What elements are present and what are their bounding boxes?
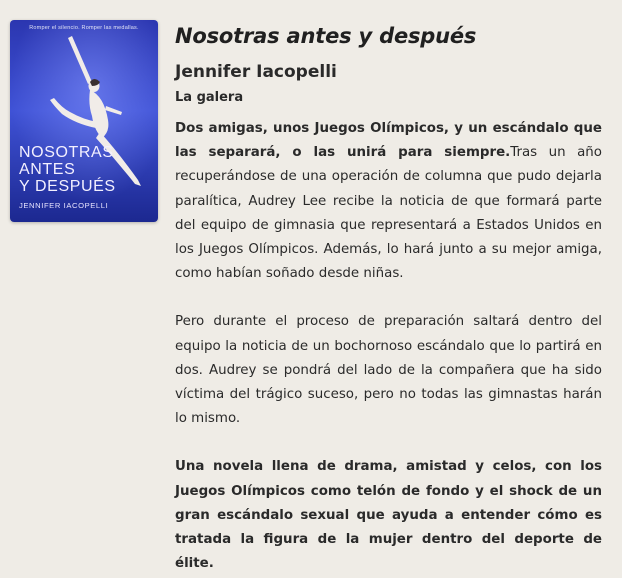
book-description xyxy=(175,117,602,576)
book-info xyxy=(175,22,602,576)
description-paragraph-2: Pero durante el proceso de preparación saltará dentro del equipo la noticia de un bochornoso escándalo que lo partirá en dos. Audrey se pondrá del lado de la compañera que ha sido víctima del trágico suceso, pero no todas las gimnastas harán lo mismo. xyxy=(175,314,602,427)
description-p1-text: Tras un año recuperándose de una operación de columna que pudo dejarla paralítica, Audrey Lee recibe la noticia de que formará parte del equipo de gimnasia que representará a Estados Unidos en los Juegos Olímpicos. Además, lo hará junto a su mejor amiga, como habían soñado desde niñas. xyxy=(175,145,602,282)
description-paragraph-1 xyxy=(175,117,602,286)
description-closing: Una novela llena de drama, amistad y celos, con los Juegos Olímpicos como telón de fondo y el shock de un gran escándalo sexual que ayuda a entender cómo es tratada la figura de la mujer dentro del deporte de élite. xyxy=(175,459,602,572)
book-title: Nosotras antes y después xyxy=(175,24,477,48)
book-cover[interactable] xyxy=(10,20,158,222)
cover-author: JENNIFER IACOPELLI xyxy=(19,201,109,210)
cover-tagline: Romper el silencio. Romper las medallas. xyxy=(29,25,139,31)
description-lead: Dos amigas, unos Juegos Olímpicos, y un escándalo que las separará, o las unirá para siempre. xyxy=(175,121,602,161)
book-author: Jennifer Iacopelli xyxy=(175,62,337,82)
book-publisher: La galera xyxy=(175,90,244,105)
cover-title: NOSOTRAS ANTES Y DESPUÉS xyxy=(19,144,116,195)
